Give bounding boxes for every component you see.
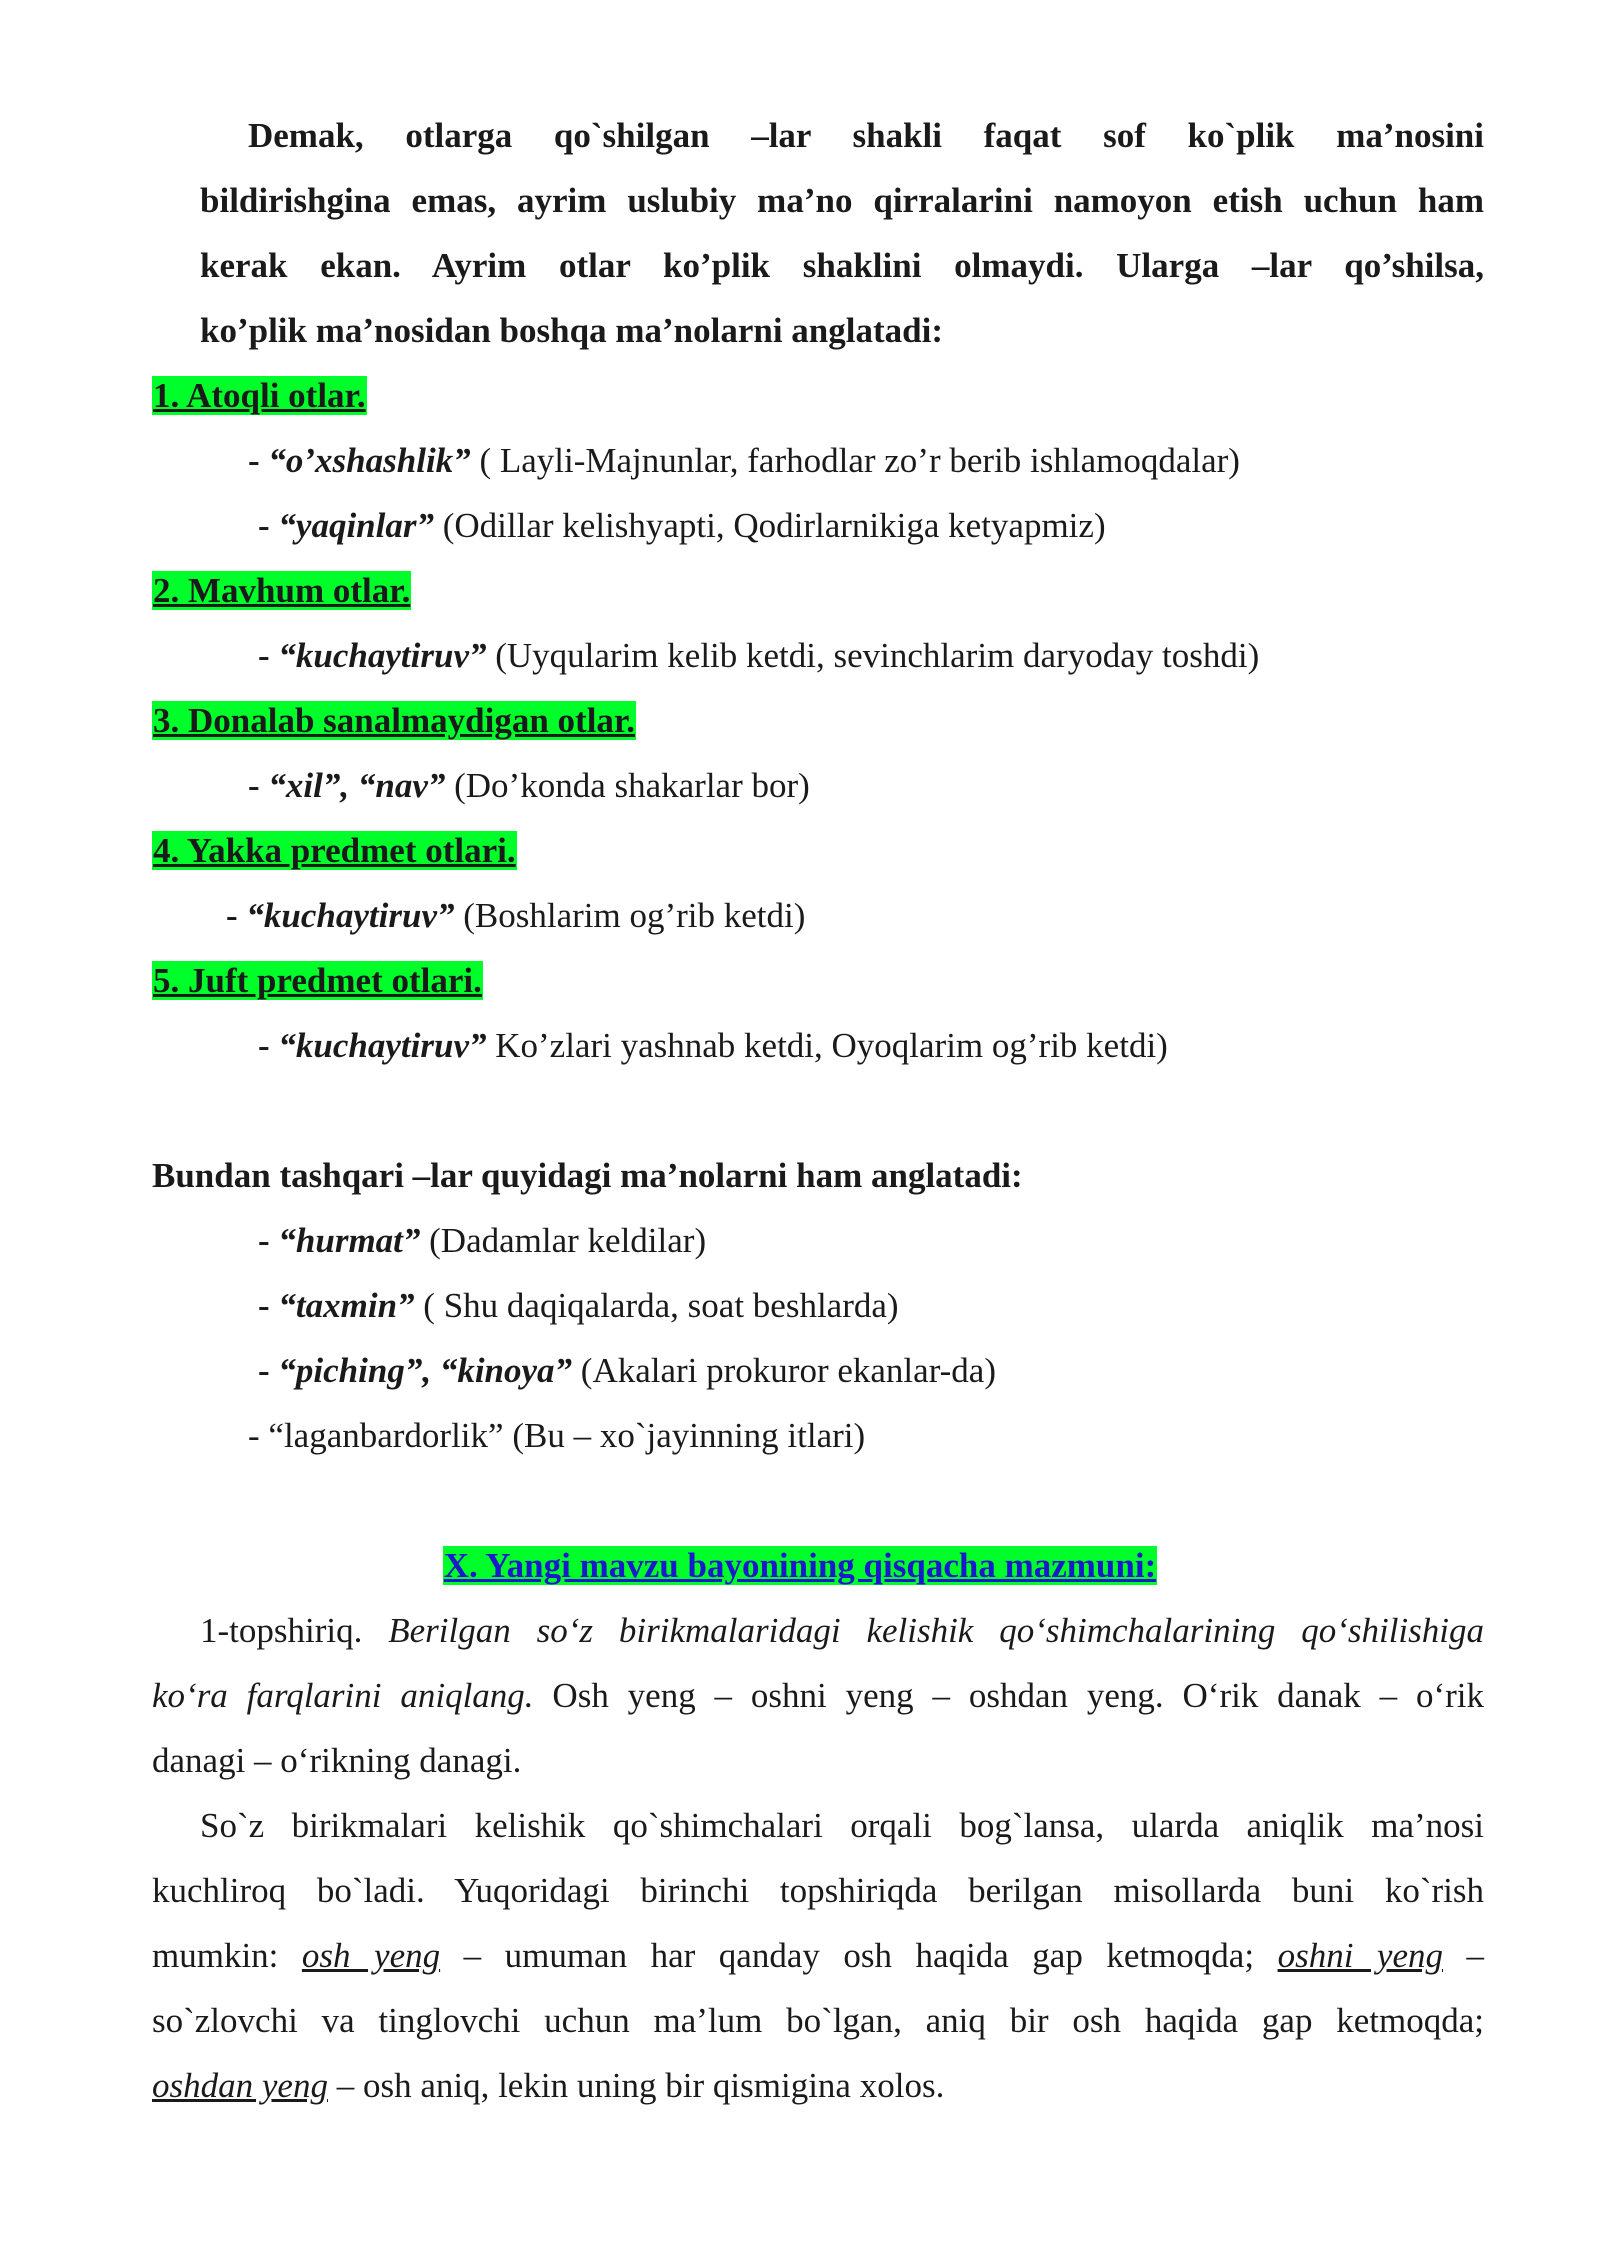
item-term: “o’xshashlik” — [268, 441, 471, 480]
task-line-3: danagi – o‘rikning danagi. — [152, 1741, 522, 1780]
section-heading-1: 1. Atoqli otlar. — [153, 376, 366, 415]
list-item: - “xil”, “nav” (Do’konda shakarlar bor) — [248, 766, 810, 805]
list-item: - “taxmin” ( Shu daqiqalarda, soat beshlarda) — [258, 1286, 899, 1325]
intro-line-3: kerak ekan. Ayrim otlar ko’plik shaklini olmaydi. Ularga –lar qo’shilsa, — [200, 246, 1484, 285]
section-heading-3: 3. Donalab sanalmaydigan otlar. — [153, 701, 636, 740]
item-example: (Bu – xo`jayinning itlari) — [503, 1416, 866, 1455]
list-item: - “o’xshashlik” ( Layli-Majnunlar, farhodlar zo’r berib ishlamoqdalar) — [248, 441, 1240, 480]
section-heading-5: 5. Juft predmet otlari. — [153, 961, 482, 1000]
item-term: “laganbardorlik” — [268, 1416, 504, 1455]
example-phrase: oshni yeng — [1277, 1936, 1443, 1975]
list-item: - “yaqinlar” (Odillar kelishyapti, Qodirlarnikiga ketyapmiz) — [258, 506, 1106, 545]
list-item: - “kuchaytiruv” (Boshlarim og’rib ketdi) — [226, 896, 806, 935]
task-label: 1-topshiriq. — [200, 1611, 363, 1650]
item-example: (Odillar kelishyapti, Qodirlarnikiga ketyapmiz) — [433, 506, 1106, 545]
item-example: Ko’zlari yashnab ketdi, Oyoqlarim og’rib ketdi) — [486, 1026, 1168, 1065]
item-example: (Boshlarim og’rib ketdi) — [454, 896, 806, 935]
item-term: “piching”, “kinoya” — [278, 1351, 573, 1390]
explanation-line-1: So`z birikmalari kelishik qo`shimchalari orqali bog`lansa, ularda aniqlik ma’nosi — [200, 1806, 1484, 1845]
item-term: “hurmat” — [278, 1221, 421, 1260]
item-term: “kuchaytiruv” — [278, 636, 487, 675]
list-item: - “hurmat” (Dadamlar keldilar) — [258, 1221, 707, 1260]
intro-line-2: bildirishgina emas, ayrim uslubiy ma’no qirralarini namoyon etish uchun ham — [200, 181, 1484, 220]
item-example: (Akalari prokuror ekanlar-da) — [572, 1351, 996, 1390]
extra-heading: Bundan tashqari –lar quyidagi ma’nolarni ham anglatadi: — [152, 1156, 1023, 1195]
item-example: ( Shu daqiqalarda, soat beshlarda) — [414, 1286, 899, 1325]
explanation-line-2: kuchliroq bo`ladi. Yuqoridagi birinchi topshiriqda berilgan misollarda buni ko`rish — [152, 1871, 1484, 1910]
item-term: “taxmin” — [278, 1286, 415, 1325]
task-line-1: 1-topshiriq. Berilgan so‘z birikmalaridagi kelishik qo‘shimchalarining qo‘shilishiga — [200, 1611, 1484, 1650]
explanation-line-5: oshdan yeng – osh aniq, lekin uning bir qismigina xolos. — [152, 2066, 945, 2105]
example-phrase: oshdan yeng — [152, 2066, 328, 2105]
intro-line-4: ko’plik ma’nosidan boshqa ma’nolarni anglatadi: — [200, 311, 943, 350]
example-phrase: osh yeng — [301, 1936, 441, 1975]
list-item: - “laganbardorlik” (Bu – xo`jayinning itlari) — [248, 1416, 866, 1455]
section-heading-4: 4. Yakka predmet otlari. — [153, 831, 516, 870]
summary-heading: X. Yangi mavzu bayonining qisqacha mazmuni: — [443, 1546, 1157, 1585]
item-term: “kuchaytiruv” — [278, 1026, 487, 1065]
item-example: (Dadamlar keldilar) — [420, 1221, 707, 1260]
item-term: “kuchaytiruv” — [246, 896, 455, 935]
explanation-line-4: so`zlovchi va tinglovchi uchun ma’lum bo`lgan, aniq bir osh haqida gap ketmoqda; — [152, 2001, 1484, 2040]
list-item: - “piching”, “kinoya” (Akalari prokuror ekanlar-da) — [258, 1351, 996, 1390]
item-example: (Do’konda shakarlar bor) — [445, 766, 810, 805]
explanation-line-3: mumkin: osh yeng – umuman har qanday osh haqida gap ketmoqda; oshni yeng – — [152, 1936, 1485, 1975]
item-example: ( Layli-Majnunlar, farhodlar zo’r berib ishlamoqdalar) — [470, 441, 1240, 480]
item-term: “yaqinlar” — [278, 506, 434, 545]
item-example: (Uyqularim kelib ketdi, sevinchlarim daryoday toshdi) — [486, 636, 1260, 675]
list-item: - “kuchaytiruv” (Uyqularim kelib ketdi, sevinchlarim daryoday toshdi) — [258, 636, 1260, 675]
item-term: “xil”, “nav” — [268, 766, 446, 805]
list-item: - “kuchaytiruv” Ko’zlari yashnab ketdi, Oyoqlarim og’rib ketdi) — [258, 1026, 1168, 1065]
section-heading-2: 2. Mavhum otlar. — [153, 571, 411, 610]
task-line-2: ko‘ra farqlarini aniqlang. Osh yeng – oshni yeng – oshdan yeng. O‘rik danak – o‘rik — [152, 1676, 1484, 1715]
intro-line-1: Demak, otlarga qo`shilgan –lar shakli faqat sof ko`plik ma’nosini — [248, 116, 1484, 155]
